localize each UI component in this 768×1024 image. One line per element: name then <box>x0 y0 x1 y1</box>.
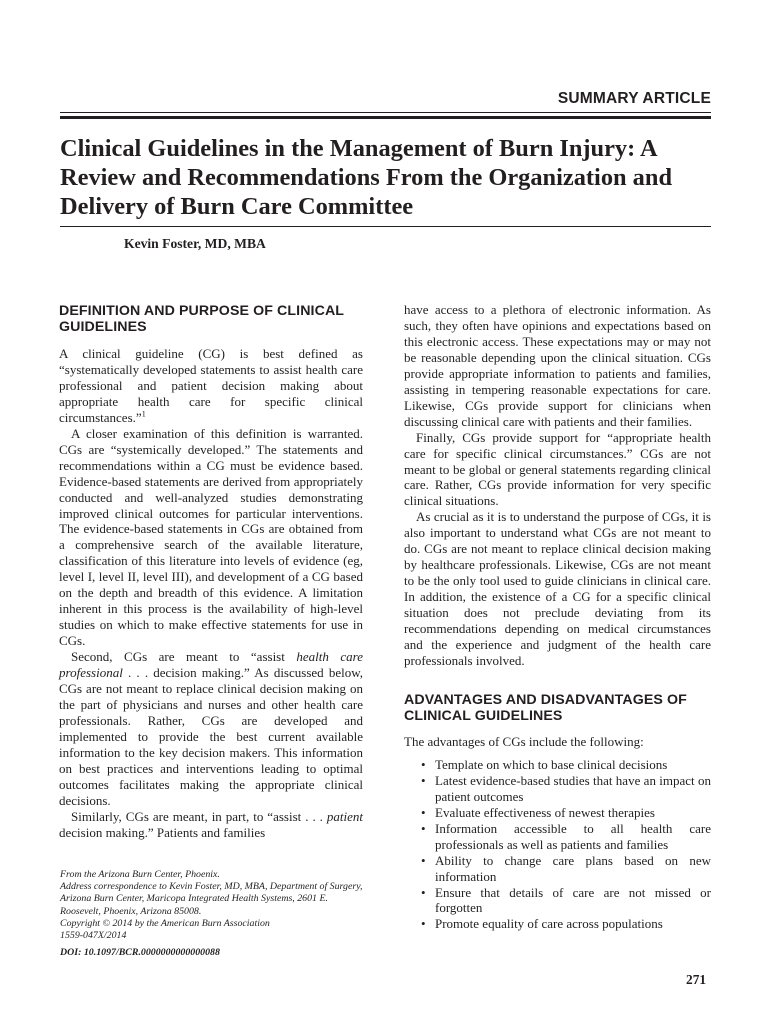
affiliation: From the Arizona Burn Center, Phoenix. <box>60 869 220 880</box>
list-item: • Template on which to base clinical decisions <box>404 757 711 773</box>
paragraph: A closer examination of this definition is warranted. CGs are “systemically developed.” The statements and recommendations within a CG must be evidence based. Evidence-based statements are derived from appropriately conducted and well-analyzed studies demonstrating improved clinical outcomes for particular interventions. The evidence-based statements in CGs are obtained from a comprehensive search of the available literature, classification of this literature into levels of evidence (eg, level I, level II, level III), and development of a CG based on the depth and breadth of this evidence. A limitation inherent in this process is the availability of high-level studies on which to make effective statements for use in CGs. <box>59 425 363 649</box>
list-item: • Ability to change care plans based on new information <box>404 853 711 885</box>
page-number: 271 <box>686 972 707 987</box>
paragraph: Finally, CGs provide support for “appropriate health care for specific clinical circumstances.” CGs are not meant to be global or general statements regarding clinical care. Rather, CGs provide information for very specific clinical situations. <box>404 429 711 509</box>
right-column <box>404 302 711 932</box>
issn: 1559-047X/2014 <box>60 930 127 942</box>
paragraph: have access to a plethora of electronic information. As such, they often have opinions and expectations based on this electronic access. These expectations may or may not be reasonable depending upon the clinical situation. CGs provide appropriate information to patients and families, assisting in tempering reasonable expectations for care. Likewise, CGs provide support for clinicians when discussing clinical care with patients and their families. <box>404 302 711 429</box>
advantages-list <box>404 757 711 932</box>
copyright: Copyright © 2014 by the American Burn Association <box>60 917 270 929</box>
reference-marker[interactable]: 1 <box>141 408 146 419</box>
section-heading-advantages: ADVANTAGES AND DISADVANTAGES OF CLINICAL GUIDELINES <box>404 691 687 724</box>
footnotes <box>60 869 364 959</box>
list-item: • Evaluate effectiveness of newest therapies <box>404 805 711 821</box>
paragraph: Similarly, CGs are meant, in part, to “assist . . . patient decision making.” Patients and families <box>59 808 363 840</box>
paragraph: Second, CGs are meant to “assist health care professional . . . decision making.” As discussed below, CGs are not meant to replace clinical decision making on the part of physicians and nurses and other health care professionals. Rather, CGs are developed and implemented to provide the best current available information to the key decision makers. This information on best practices and interventions leading to optimal outcomes facilitates making the appropriate clinical decisions. <box>59 649 363 808</box>
correspondence: Address correspondence to Kevin Foster, MD, MBA, Department of Surgery, Arizona Burn Center, Maricopa Integrated Health Systems, 2601 E. Roosevelt, Phoenix, Arizona 85008. <box>60 881 363 917</box>
article-title: Clinical Guidelines in the Management of Burn Injury: A Review and Recommendations From the Organization and Delivery of Burn Care Committee <box>60 135 673 220</box>
section-header <box>60 92 711 113</box>
section-tag-label: SUMMARY ARTICLE <box>554 90 711 108</box>
section-heading-definition: DEFINITION AND PURPOSE OF CLINICAL GUIDELINES <box>59 303 344 335</box>
list-item: • Promote equality of care across populations <box>404 916 711 932</box>
list-item: • Latest evidence-based studies that have an impact on patient outcomes <box>404 773 711 805</box>
doi-link[interactable]: DOI: 10.1097/BCR.0000000000000088 <box>60 947 220 959</box>
paragraph: As crucial as it is to understand the purpose of CGs, it is also important to understand what CGs are not meant to do. CGs are not meant to replace clinical decision making by healthcare professionals. Likewise, CGs are not meant to be the only tool used to guide clinicians in clinical care. In addition, the existence of a CG for a specific clinical situation does not preclude deviating from its recommendations depending on medical circumstances and the experience and judgment of the health care professionals involved. <box>404 509 711 668</box>
paragraph: A clinical guideline (CG) is best defined as “systematically developed statements to assist health care professional and patient decision making about appropriate health care for specific clinical circumstances.”$^1$ <box>59 346 363 425</box>
title-rule <box>60 226 711 227</box>
list-item: • Ensure that details of care are not missed or forgotten <box>404 885 711 917</box>
author-name: Kevin Foster, MD, MBA <box>124 236 266 251</box>
left-column <box>59 303 363 841</box>
list-item: • Information accessible to all health care professionals as well as patients and families <box>404 821 711 853</box>
header-rule <box>60 116 711 119</box>
list-intro: The advantages of CGs include the following: <box>404 733 644 749</box>
